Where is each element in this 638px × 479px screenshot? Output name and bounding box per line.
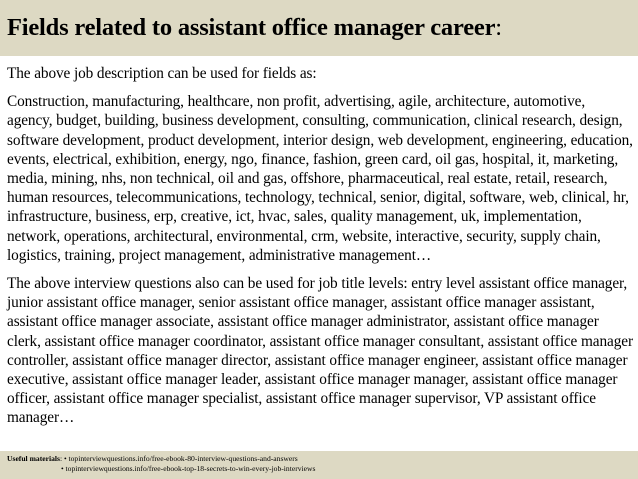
slide-title (7, 13, 502, 43)
intro-paragraph: The above job description can be used for fields as: (7, 65, 317, 82)
job-levels-paragraph: The above interview questions also can be used for job title levels: entry level assistant office manager, junior assistant office manager, senior assistant office manager, assistant office manager assistant, assistant office manager associate, assistant office manager administrator, assistant office manager clerk, assistant office manager coordinator, assistant office manager consultant, assistant office manager controller, assistant office manager director, assistant office manager engineer, assistant office manager executive, assistant office manager leader, assistant office manager manager, assistant office manager officer, assistant office manager specialist, assistant office manager supervisor, VP assistant office manager… (7, 275, 633, 427)
slide-title-text: Fields related to assistant office manager career (7, 14, 496, 41)
fields-paragraph: Construction, manufacturing, healthcare, non profit, advertising, agile, architecture, automotive, agency, budget, building, business development, consulting, communication, clinical research, design, software development, product development, interior design, web development, engineering, education, events, electrical, exhibition, energy, ngo, finance, fashion, green card, oil gas, hospital, it, marketing, media, mining, nhs, non technical, oil and gas, offshore, pharmaceutical, real estate, retail, research, human resources, telecommunications, technology, technical, senior, digital, software, web, clinical, hr, infrastructure, business, erp, creative, ict, hvac, sales, quality management, uk, implementation, network, operations, architectural, environmental, crm, website, interactive, security, supply chain, logistics, training, project management, administrative management… (7, 93, 633, 264)
footer-bar (0, 451, 638, 479)
slide-body (7, 64, 633, 428)
slide-title-colon: : (495, 14, 502, 41)
footer-link-1[interactable]: • topinterviewquestions.info/free-ebook-80-interview-questions-and-answers (63, 454, 298, 463)
footer-separator: : (59, 454, 64, 463)
footer-label: Useful materials (7, 454, 60, 463)
title-bar (0, 0, 638, 56)
footer-row-2 (61, 464, 315, 474)
footer-link-2[interactable]: • topinterviewquestions.info/free-ebook-top-18-secrets-to-win-every-job-interviews (61, 464, 316, 473)
footer-row-1 (7, 454, 298, 464)
